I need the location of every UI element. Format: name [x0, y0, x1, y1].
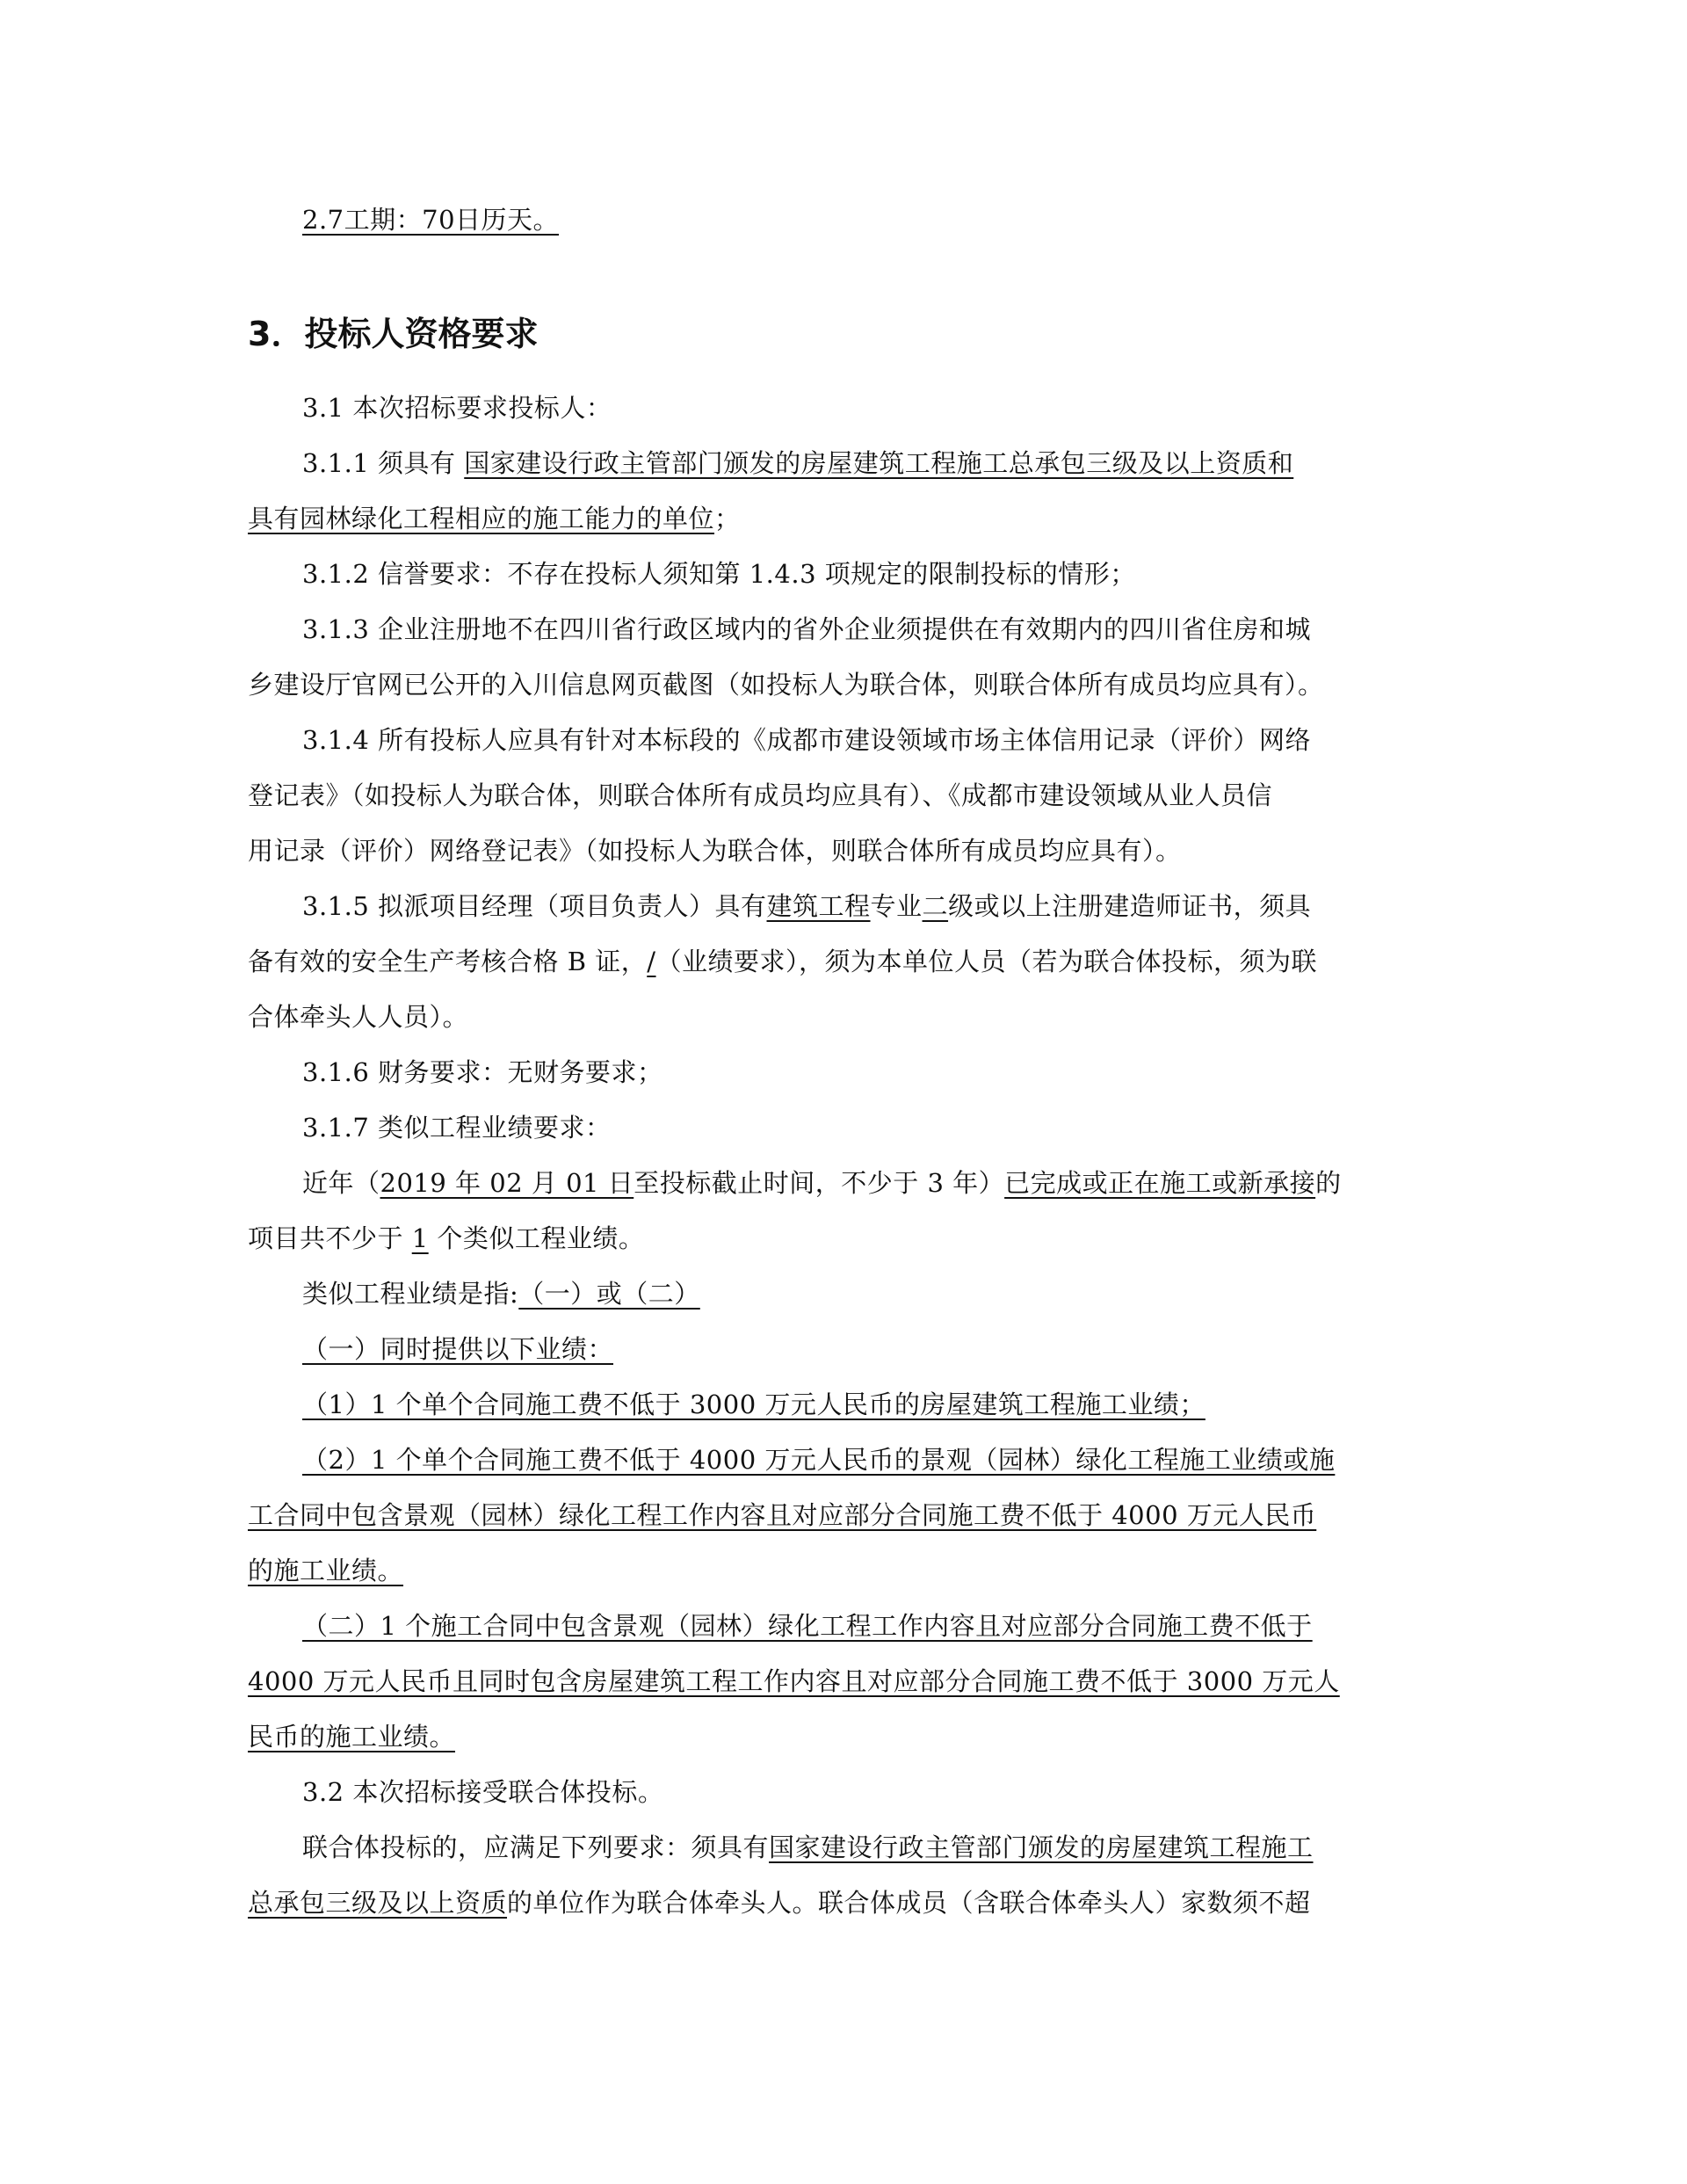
clause-3-1-5-grade: 二	[922, 891, 949, 921]
clause-3-1-7-text: 3.1.7 类似工程业绩要求：	[302, 1113, 612, 1143]
consortium-text2: 的单位作为联合体牵头人。联合体成员（含联合体牵头人）家数须不超	[507, 1888, 1311, 1918]
consortium-qualification: 国家建设行政主管部门颁发的房屋建筑工程施工	[769, 1832, 1314, 1862]
recent-text3: 的	[1315, 1168, 1342, 1198]
clause-3-1-2-text: 3.1.2 信誉要求：不存在投标人须知第 1.4.3 项规定的限制投标的情形；	[302, 559, 1136, 589]
clause-3-1-5-text3: 级或以上注册建造师证书，须具	[948, 891, 1312, 921]
section-title: 投标人资格要求	[304, 315, 539, 353]
option-one-item2-line2	[248, 1499, 1316, 1531]
clause-3-1-4-text2: 登记表》（如投标人为联合体，则联合体所有成员均应具有）、《成都市建设领域从业人员信	[248, 780, 1273, 810]
clause-3-1-3-text1: 3.1.3 企业注册地不在四川省行政区域内的省外企业须提供在有效期内的四川省住房和城	[302, 614, 1312, 644]
similar-options: （一）或（二）	[518, 1279, 700, 1309]
recent-text5: 个类似工程业绩。	[428, 1223, 645, 1253]
option-one-item2-text2: 工合同中包含景观（园林）绿化工程工作内容且对应部分合同施工费不低于 4000 万元人民币	[248, 1500, 1317, 1530]
clause-3-1-3-text2: 乡建设厅官网已公开的入川信息网页截图（如投标人为联合体，则联合体所有成员均应具有）。	[248, 670, 1324, 700]
clause-3-1-1-label: 3.1.1 须具有	[302, 448, 465, 478]
clause-3-1-1-qualification: 国家建设行政主管部门颁发的房屋建筑工程施工总承包三级及以上资质和	[464, 448, 1294, 478]
clause-3-1-1-qualification-cont: 具有园林绿化工程相应的施工能力的单位	[248, 504, 715, 533]
similar-definition	[302, 1278, 700, 1310]
option-one-item2-line1	[302, 1444, 1335, 1476]
clause-3-1-7	[302, 1112, 612, 1143]
recent-years-line2	[248, 1223, 644, 1254]
option-two-text3: 民币的施工业绩。	[248, 1722, 456, 1752]
clause-3-1-4-line3	[248, 835, 1182, 867]
clause-3-1-5-text1: 3.1.5 拟派项目经理（项目负责人）具有	[302, 891, 767, 921]
option-two-line2	[248, 1665, 1340, 1697]
option-two-text1: （二）1 个施工合同中包含景观（园林）绿化工程工作内容且对应部分合同施工费不低于	[302, 1611, 1313, 1641]
consortium-qualification-cont: 总承包三级及以上资质	[248, 1888, 508, 1918]
clause-3-1-2	[302, 558, 1136, 590]
clause-3-1-4-text1: 3.1.4 所有投标人应具有针对本标段的《成都市建设领域市场主体信用记录（评价）网络	[302, 725, 1312, 755]
consortium-line2	[248, 1887, 1311, 1919]
clause-3-1-4-line1	[302, 724, 1311, 756]
recent-count: 1	[411, 1223, 429, 1253]
clause-3-1	[302, 392, 612, 424]
option-one-item2-text3: 的施工业绩。	[248, 1556, 404, 1585]
option-one-title	[302, 1333, 613, 1365]
duration-text: 2.7工期：70日历天。	[302, 205, 560, 235]
clause-3-1-5-slash: /	[647, 947, 656, 976]
clause-3-1-1-end: ；	[714, 504, 741, 533]
clause-3-1-1-line1	[302, 447, 1293, 479]
option-one-item1	[302, 1389, 1206, 1420]
consortium-line1	[302, 1832, 1314, 1863]
clause-3-1-4-text3: 用记录（评价）网络登记表》（如投标人为联合体，则联合体所有成员均应具有）。	[248, 836, 1182, 866]
clause-3-1-6	[302, 1056, 663, 1088]
clause-3-1-5-text5: （业绩要求），须为本单位人员（若为联合体投标，须为联	[655, 947, 1318, 976]
clause-3-1-5-major: 建筑工程	[766, 891, 871, 921]
clause-3-1-5-line1	[302, 890, 1311, 922]
recent-text2: 至投标截止时间，不少于 3 年）	[634, 1168, 1005, 1198]
clause-3-1-text: 3.1 本次招标要求投标人：	[302, 393, 612, 423]
clause-3-1-5-text2: 专业	[870, 891, 923, 921]
option-one-item1-text: （1）1 个单个合同施工费不低于 3000 万元人民币的房屋建筑工程施工业绩；	[302, 1389, 1206, 1419]
clause-3-1-4-line2	[248, 780, 1272, 811]
clause-3-1-5-text4: 备有效的安全生产考核合格 B 证，	[248, 947, 648, 976]
clause-3-1-5-line3	[248, 1001, 468, 1033]
option-one-item2-line3	[248, 1555, 403, 1586]
recent-status: 已完成或正在施工或新承接	[1004, 1168, 1316, 1198]
clause-3-1-5-text6: 合体牵头人人员）。	[248, 1002, 469, 1032]
recent-text1: 近年（	[302, 1168, 380, 1198]
recent-date: 2019 年 02 月 01 日	[380, 1168, 634, 1198]
duration-line	[302, 204, 559, 236]
section-number: 3．	[248, 315, 305, 353]
clause-3-2	[302, 1776, 663, 1808]
option-two-text2: 4000 万元人民币且同时包含房屋建筑工程工作内容且对应部分合同施工费不低于 3000 万元人	[248, 1666, 1340, 1696]
section-heading	[248, 315, 538, 353]
clause-3-1-6-text: 3.1.6 财务要求：无财务要求；	[302, 1057, 663, 1087]
option-two-line1	[302, 1610, 1313, 1642]
option-two-line3	[248, 1721, 455, 1752]
clause-3-2-text: 3.2 本次招标接受联合体投标。	[302, 1777, 664, 1807]
clause-3-1-3-line1	[302, 613, 1311, 645]
clause-3-1-5-line2	[248, 946, 1317, 977]
clause-3-1-3-line2	[248, 669, 1324, 700]
consortium-text1: 联合体投标的，应满足下列要求：须具有	[302, 1832, 770, 1862]
recent-years-line1	[302, 1167, 1342, 1199]
option-one-title-text: （一）同时提供以下业绩：	[302, 1334, 614, 1364]
clause-3-1-1-line2	[248, 503, 741, 534]
recent-text4: 项目共不少于	[248, 1223, 412, 1253]
similar-text: 类似工程业绩是指:	[302, 1279, 519, 1309]
option-one-item2-text1: （2）1 个单个合同施工费不低于 4000 万元人民币的景观（园林）绿化工程施工业绩或施	[302, 1445, 1336, 1475]
